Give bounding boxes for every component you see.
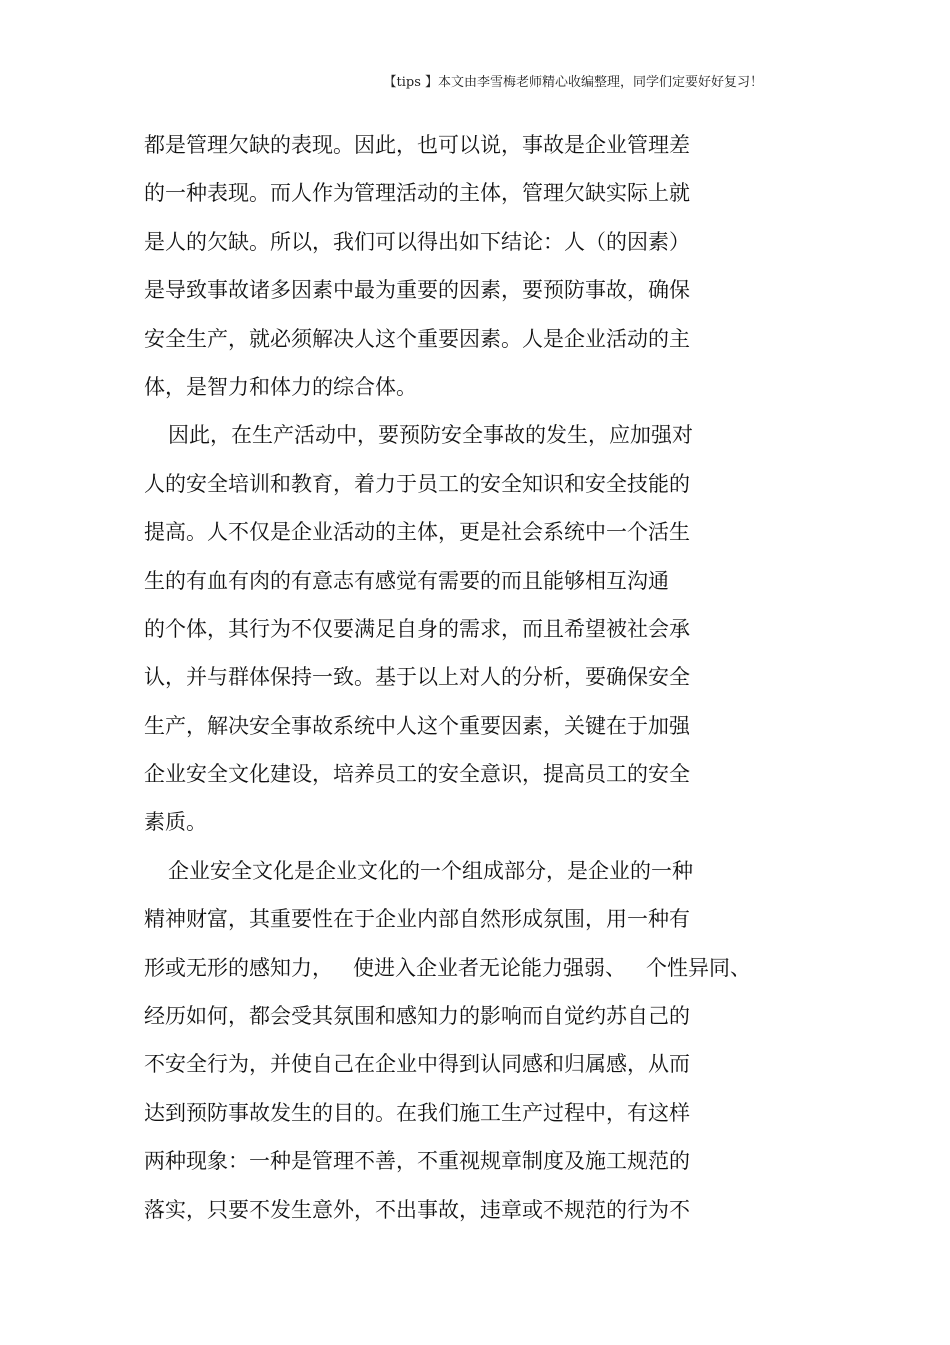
text-line: 经历如何，都会受其氛围和感知力的影响而自觉约苏自己的: [144, 1004, 690, 1029]
text-line: 不安全行为，并使自己在企业中得到认同感和归属感，从而: [144, 1052, 690, 1077]
text-line: 达到预防事故发生的目的。在我们施工生产过程中，有这样: [144, 1100, 690, 1125]
text-line: 都是管理欠缺的表现。因此，也可以说，事故是企业管理差: [144, 133, 690, 157]
text-line: 的个体，其行为不仅要满足自身的需求，而且希望被社会承: [144, 616, 690, 641]
text-line: 形或无形的感知力， 使进入企业者无论能力强弱、 个性异同、: [144, 955, 752, 980]
text-line: 生产，解决安全事故系统中人这个重要因素，关键在于加强: [144, 713, 690, 738]
text-line: 的一种表现。而人作为管理活动的主体，管理欠缺实际上就: [144, 181, 690, 206]
text-line: 精神财富，其重要性在于企业内部自然形成氛围，用一种有: [144, 907, 690, 932]
text-line: 体，是智力和体力的综合体。: [144, 374, 417, 399]
text-line: 企业安全文化是企业文化的一个组成部分，是企业的一种: [168, 858, 693, 883]
header-tip-note: 【tips 】本文由李雪梅老师精心收编整理，同学们定要好好复习！: [383, 75, 763, 90]
text-line: 落实，只要不发生意外，不出事故，违章或不规范的行为不: [144, 1197, 690, 1222]
text-line: 人的安全培训和教育，着力于员工的安全知识和安全技能的: [144, 471, 690, 496]
text-line: 企业安全文化建设，培养员工的安全意识，提高员工的安全: [144, 762, 690, 787]
text-line: 是导致事故诸多因素中最为重要的因素，要预防事故，确保: [144, 278, 690, 303]
text-line: 生的有血有肉的有意志有感觉有需要的而且能够相互沟通: [144, 568, 669, 593]
text-line: 认，并与群体保持一致。基于以上对人的分析，要确保安全: [144, 665, 690, 690]
text-line: 两种现象：一种是管理不善，不重视规章制度及施工规范的: [144, 1149, 690, 1174]
text-line: 是人的欠缺。所以，我们可以得出如下结论：人（的因素）: [144, 229, 690, 254]
text-line: 提高。人不仅是企业活动的主体，更是社会系统中一个活生: [144, 520, 690, 545]
text-line: 因此，在生产活动中，要预防安全事故的发生，应加强对: [168, 423, 693, 448]
text-line: 素质。: [144, 810, 207, 835]
document-body: [144, 126, 844, 1239]
text-line: 安全生产，就必须解决人这个重要因素。人是企业活动的主: [144, 326, 690, 351]
